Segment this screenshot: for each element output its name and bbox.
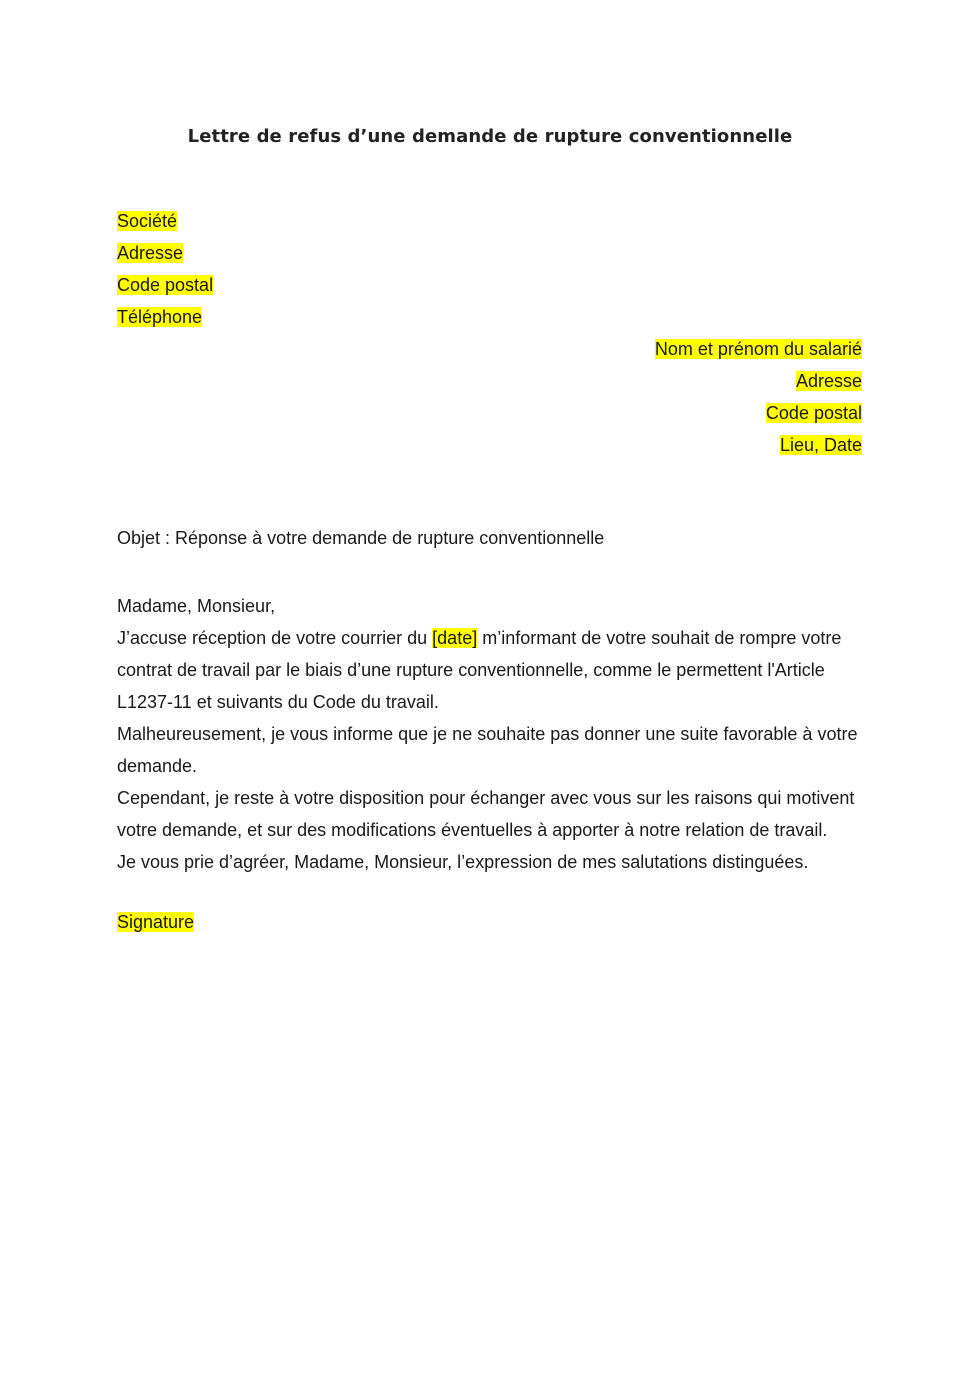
signature: Signature [117,912,195,932]
paragraph-3-line-2: votre demande, et sur des modifications éventuelles à apporter à notre relation de travail. [117,820,828,840]
closing-formula: Je vous prie d’agréer, Madame, Monsieur, l’expression de mes salutations distinguées. [117,852,809,872]
paragraph-1-line-1 [117,622,867,654]
paragraph-1-before: J’accuse réception de votre courrier du [117,628,433,648]
sender-phone: Téléphone [117,307,203,327]
sender-company: Société [117,211,178,231]
date-placeholder: [date] [432,628,478,648]
recipient-address: Adresse [795,371,862,391]
recipient-place-date: Lieu, Date [779,435,862,455]
paragraph-1-line-3: L1237-11 et suivants du Code du travail. [117,692,439,712]
letter-object: Objet : Réponse à votre demande de rupture conventionnelle [117,528,605,548]
paragraph-1-after: m’informant de votre souhait de rompre votre [477,628,842,648]
signature-block [117,910,194,934]
paragraph-2-line-1: Malheureusement, je vous informe que je ne souhaite pas donner une suite favorable à votre [117,724,858,744]
recipient-postal-code: Code postal [765,403,862,423]
paragraph-3-line-1: Cependant, je reste à votre disposition pour échanger avec vous sur les raisons qui motivent [117,788,855,808]
sender-postal-code: Code postal [117,275,214,295]
paragraph-2-line-2: demande. [117,756,198,776]
page-title: Lettre de refus d’une demande de rupture conventionnelle [187,126,793,147]
recipient-name: Nom et prénom du salarié [654,339,862,359]
recipient-block [655,333,862,461]
sender-block [117,205,213,333]
salutation: Madame, Monsieur, [117,596,276,616]
paragraph-1-line-2: contrat de travail par le biais d’une rupture conventionnelle, comme le permettent l'Article [117,660,825,680]
sender-address: Adresse [117,243,184,263]
letter-body [117,590,867,878]
